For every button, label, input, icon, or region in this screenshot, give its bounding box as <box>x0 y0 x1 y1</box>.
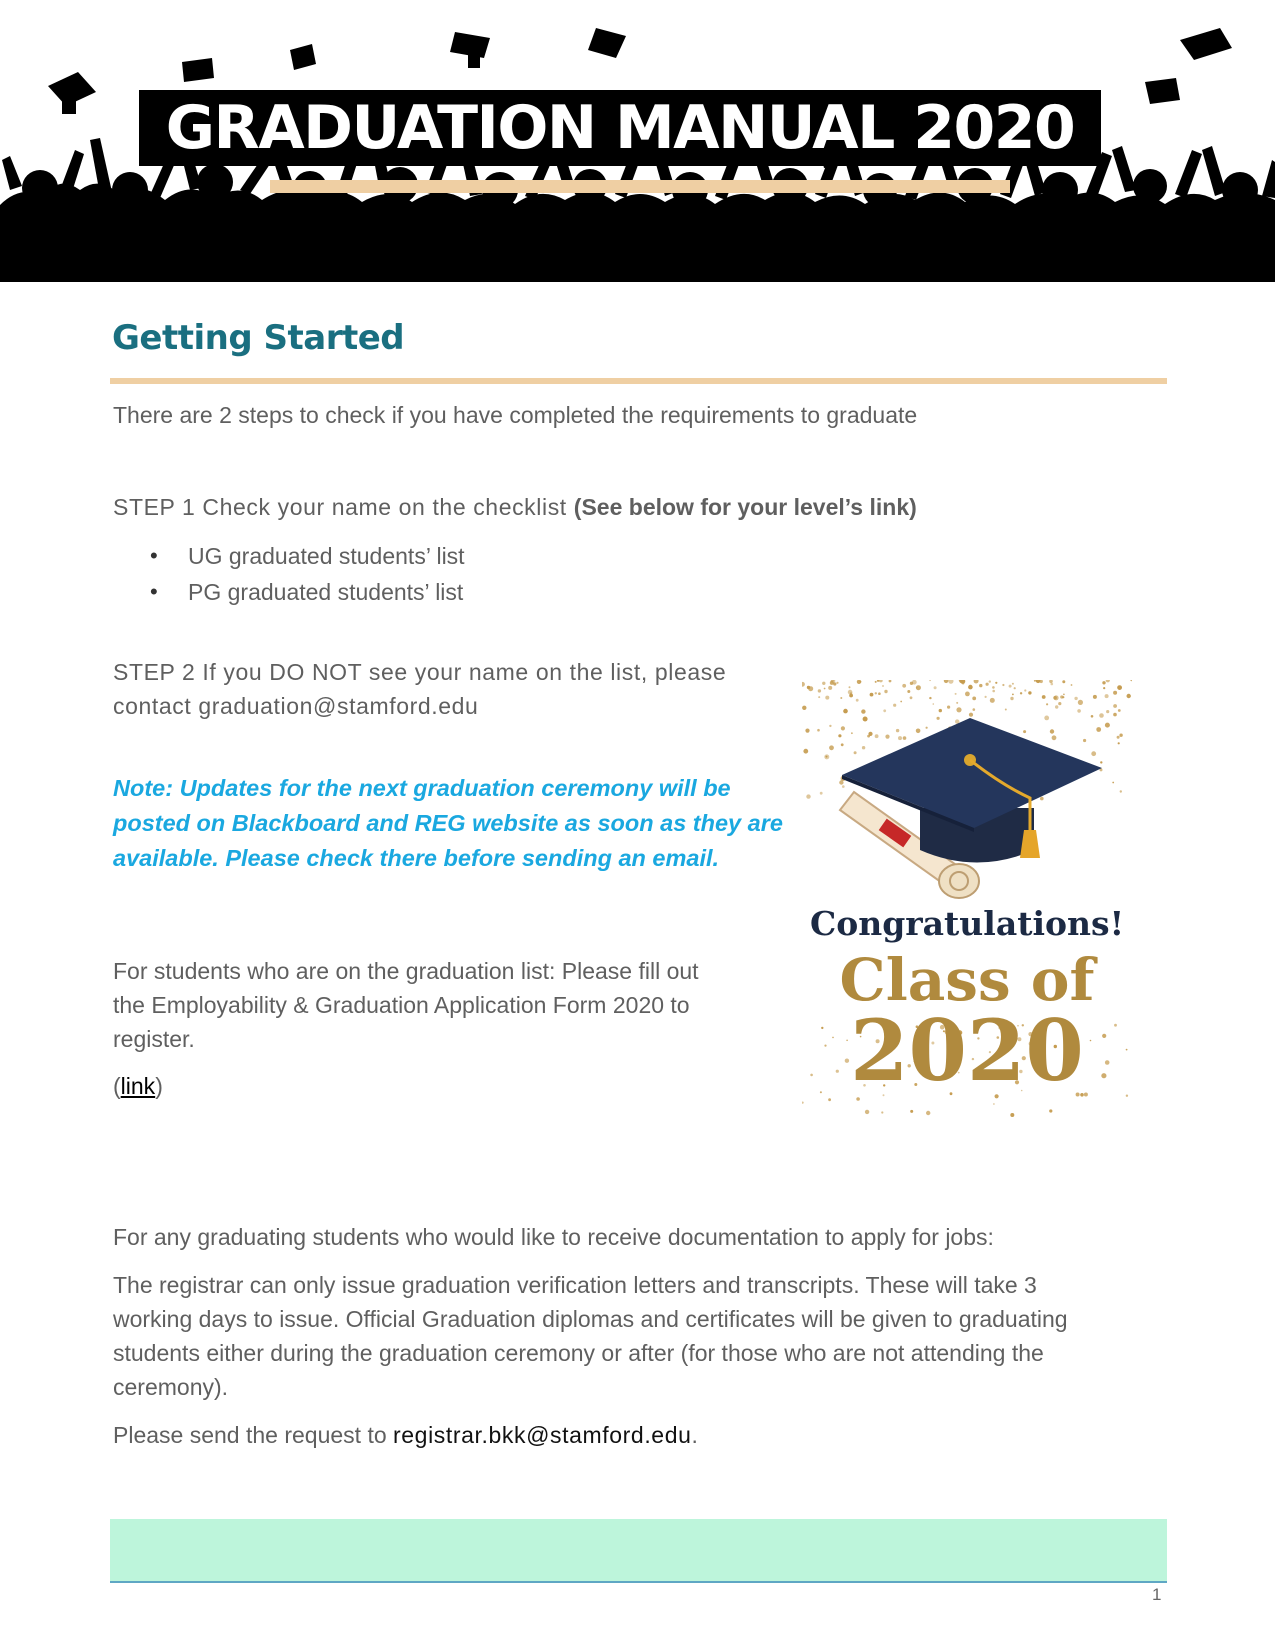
request-prefix: Please send the request to <box>113 1422 394 1448</box>
form-text-line2: the Employability & Graduation Application Form 2020 to <box>113 992 690 1018</box>
class-of-text: Class of <box>839 946 1095 1014</box>
link-open-paren: ( <box>113 1073 121 1099</box>
step1-note: (See below for your level’s link) <box>573 494 917 520</box>
footer-band <box>110 1519 1167 1581</box>
request-line <box>113 1418 698 1453</box>
step1-label: STEP 1 Check your name on the checklist <box>113 494 574 520</box>
heading-divider <box>110 378 1167 384</box>
title-underline <box>270 180 1010 193</box>
list-item-ug[interactable]: • UG graduated students’ list <box>150 538 465 574</box>
congrats-text: Congratulations! <box>809 904 1125 943</box>
footer-rule <box>110 1581 1167 1583</box>
link-close-paren: ) <box>155 1073 163 1099</box>
step1-text <box>113 490 917 525</box>
docs-line3: students either during the graduation ceremony or after (for those who are not attending the <box>113 1340 1044 1366</box>
page-number: 1 <box>1152 1585 1162 1604</box>
form-text-line3: register. <box>113 1026 195 1052</box>
congratulations-image <box>802 680 1132 1118</box>
registrar-email[interactable]: registrar.bkk@stamford.edu <box>393 1422 692 1448</box>
docs-line1: The registrar can only issue graduation verification letters and transcripts. These will take 3 <box>113 1272 1037 1298</box>
step2-line2: contact graduation@stamford.edu <box>113 693 479 719</box>
request-suffix: . <box>691 1422 698 1448</box>
header-banner <box>0 0 1275 282</box>
document-title: GRADUATION MANUAL 2020 <box>139 90 1101 166</box>
section-heading: Getting Started <box>112 318 405 358</box>
docs-line4: ceremony). <box>113 1374 229 1400</box>
docs-line2: working days to issue. Official Graduation diplomas and certificates will be given to graduating <box>113 1306 1068 1332</box>
application-form-link[interactable]: link <box>120 1073 156 1099</box>
update-note: Note: Updates for the next graduation ceremony will be posted on Blackboard and REG website as soon as they are available. Please check there before sending an email. <box>113 775 783 871</box>
year-text: 2020 <box>850 1001 1084 1100</box>
docs-intro: For any graduating students who would like to receive documentation to apply for jobs: <box>113 1224 994 1250</box>
list-item-pg[interactable]: • PG graduated students’ list <box>150 574 465 610</box>
graduated-lists <box>150 538 465 610</box>
form-text-line1: For students who are on the graduation list: Please fill out <box>113 958 699 984</box>
intro-text: There are 2 steps to check if you have completed the requirements to graduate <box>113 402 918 428</box>
form-link-line <box>113 1069 163 1104</box>
step2-line1: STEP 2 If you DO NOT see your name on the list, please <box>113 659 727 685</box>
